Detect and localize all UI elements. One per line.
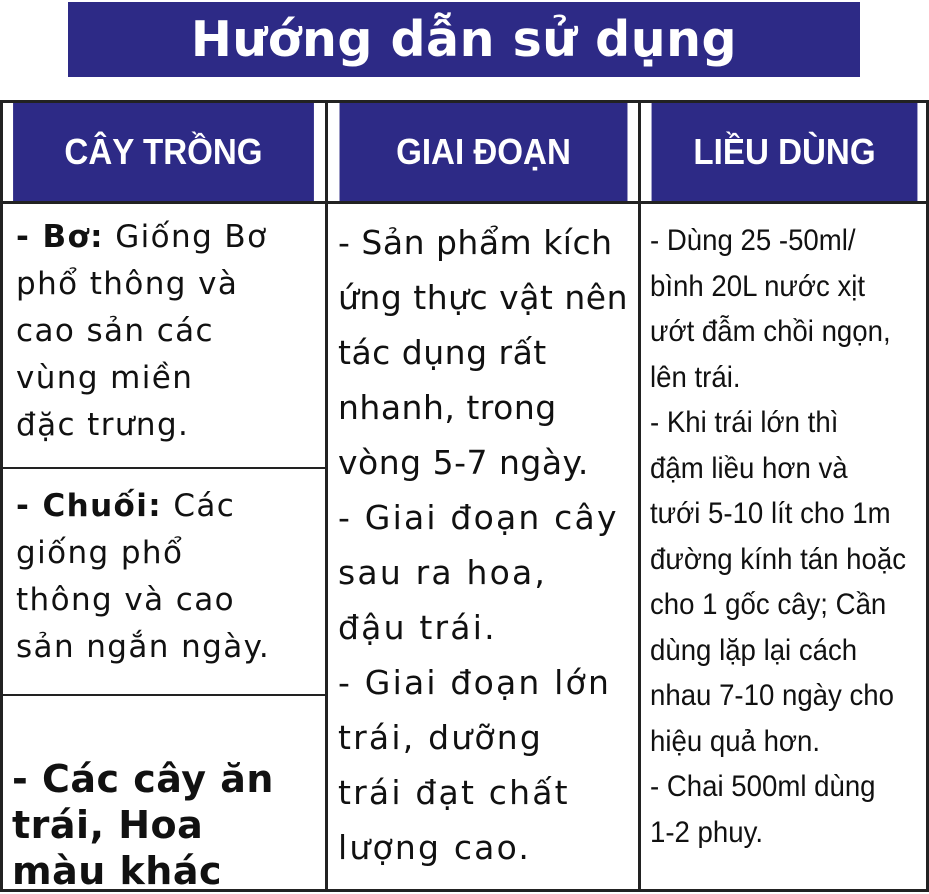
header-dosage: LIỀU DÙNG	[652, 100, 918, 203]
dosage-item: - Khi trái lớn thì đậm liều hơn và tưới 5-10 lít cho 1m đường kính tán hoặc cho 1 gốc cây; Cần dùng lặp lại cách nhau 7-10 ngày cho hiệu quả hơn.	[650, 406, 907, 758]
stage-item: - Giai đoạn cây sau ra hoa, đậu trái.	[338, 498, 619, 647]
dosage-column	[52, 218, 929, 855]
crop-name: - Bơ:	[16, 219, 104, 255]
header-divider	[0, 201, 929, 204]
crop-desc: Các giống phổ thông và cao sản ngắn ngày.	[16, 488, 271, 665]
page-title: Hướng dẫn sử dụng	[68, 2, 860, 77]
stage-item: - Giai đoạn lớn trái, dưỡng trái đạt chất lượng cao.	[338, 663, 612, 867]
dosage-item: - Chai 500ml dùng 1-2 phuy.	[650, 770, 876, 849]
crop-desc: Giống Bơ phổ thông và cao sản các vùng miền đặc trưng.	[16, 219, 268, 443]
crop-name: - Chuối:	[16, 488, 163, 524]
stage-item: - Sản phẩm kích ứng thực vật nên tác dụng rất nhanh, trong vòng 5-7 ngày.	[338, 223, 628, 482]
crop-name: - Các cây ăn trái, Hoa màu khác	[12, 757, 274, 893]
header-stage: GIAI ĐOẠN	[340, 100, 628, 203]
table-border-top	[0, 100, 929, 103]
dosage-item: - Dùng 25 -50ml/ bình 20L nước xịt ướt đẫm chồi ngọn, lên trái.	[650, 224, 891, 394]
header-crop: CÂY TRỒNG	[13, 100, 314, 203]
